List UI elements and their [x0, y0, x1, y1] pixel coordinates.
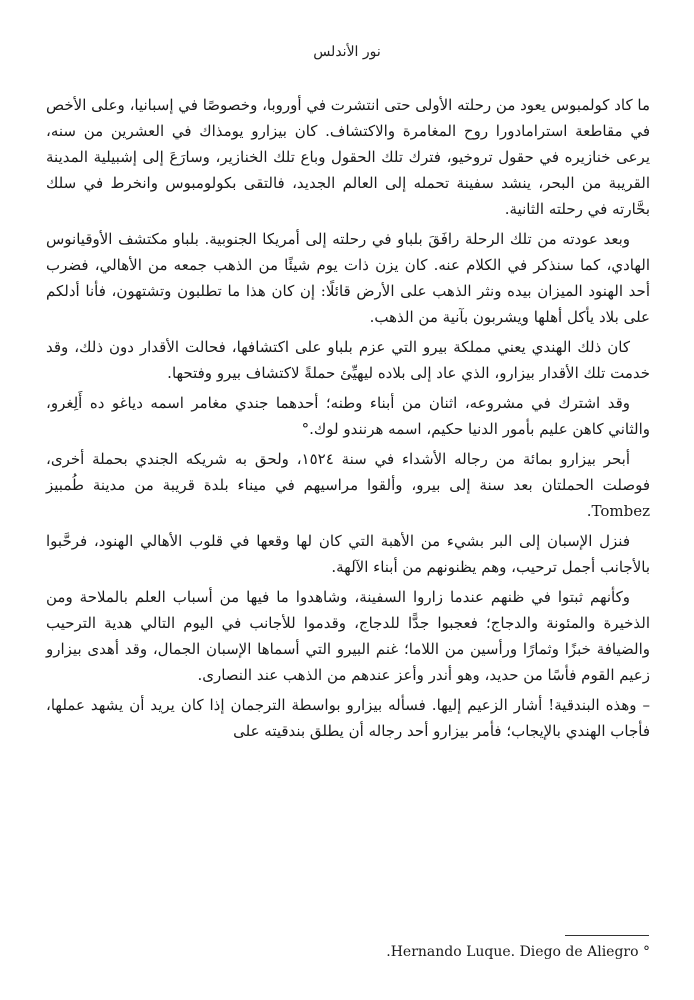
paragraph-8: – وهذه البندقية! أشار الزعيم إليها. فسأله بيزارو بواسطة الترجمان إذا كان يريد أن يشهد عملها، فأجاب الهندي بالإيجاب؛ فأمر بيزارو أحد رجاله أن يطلق بندقيته على: [46, 696, 650, 740]
running-header: نور الأندلس: [313, 44, 381, 60]
paragraph-5: أبحر بيزارو بمائة من رجاله الأشداء في سنة ١٥٢٤، ولحق به شريكه الجندي بحملة أخرى، فوصلت الحملتان بعد سنة إلى بيرو، وألقوا مراسيهم في ميناء بلدة قريبة من مدينة طُمبيز Tombez.: [46, 450, 650, 520]
paragraph-3: كان ذلك الهندي يعني مملكة بيرو التي عزم بلباو على اكتشافها، فحالت الأقدار دون ذلك، وقد خدمت تلك الأقدار بيزارو، الذي عاد إلى بلاده ليهيِّئ حملةً لاكتشاف بيرو وفتحها.: [46, 338, 650, 382]
paragraph-1: ما كاد كولمبوس يعود من رحلته الأولى حتى انتشرت في أوروبا، وخصوصًا في إسبانيا، وعلى الأخص في مقاطعة استرامادورا روح المغامرة والاكتشاف. كان بيزارو يومذاك في العشرين من سنه، يرعى خنازيره في حقول تروخيو، فترك تلك الحقول وباع تلك الخنازير، وسارَعَ إلى إشبيلية المدينة القريبة من البحر، ينشد سفينة تحمله إلى العالم الجديد، فالتقى بكولومبوس وانخرط في سلك بحَّارته في رحلته الثانية.: [46, 96, 650, 218]
footnote-divider: [565, 935, 649, 936]
paragraph-4: وقد اشترك في مشروعه، اثنان من أبناء وطنه؛ أحدهما جندي مغامر اسمه دياغو ده أَلِغرو، والثاني كاهن عليم بأمور الدنيا حكيم، اسمه هرنندو لوك.°: [46, 394, 650, 438]
page-body: [46, 92, 650, 748]
paragraph-6: فنزل الإسبان إلى البر بشيء من الأهبة التي كان لها وقعها في قلوب الأهالي الهنود، فرحَّبوا بالأجانب أجمل ترحيب، وهم يظنونهم من أبناء الآلهة.: [46, 532, 650, 576]
footnote: .Hernando Luque. Diego de Aliegro °: [386, 944, 650, 960]
paragraph-2: وبعد عودته من تلك الرحلة رافَقَ بلباو في رحلته إلى أمريكا الجنوبية. بلباو مكتشف الأوقيانوس الهادي، كما سنذكر في الكلام عنه. كان يزن ذات يوم شيئًا من الذهب جمعه من الأهالي، فضرب أحد الهنود الميزان بيده ونثر الذهب على الأرض قائلًا: إن كان هذا ما تطلبون وتشتهون، فأنا أدلكم على بلاد يأكل أهلها ويشربون بآنية من الذهب.: [46, 230, 650, 326]
paragraph-7: وكأنهم ثبتوا في ظنهم عندما زاروا السفينة، وشاهدوا ما فيها من أسباب العلم بالملاحة ومن الذخيرة والمئونة والدجاج؛ فعجبوا جدًّا للدجاج، وقدموا للأجانب في اليوم التالي هدية الترحيب والضيافة خبزًا وثمارًا ورأسين من اللاما؛ غنم البيرو التي أسماها الإسبان الجمال، وقد أهدى بيزارو زعيم القوم فأسًا من حديد، وهو أندر وأعز عندهم من الذهب عند النصارى.: [46, 588, 650, 684]
